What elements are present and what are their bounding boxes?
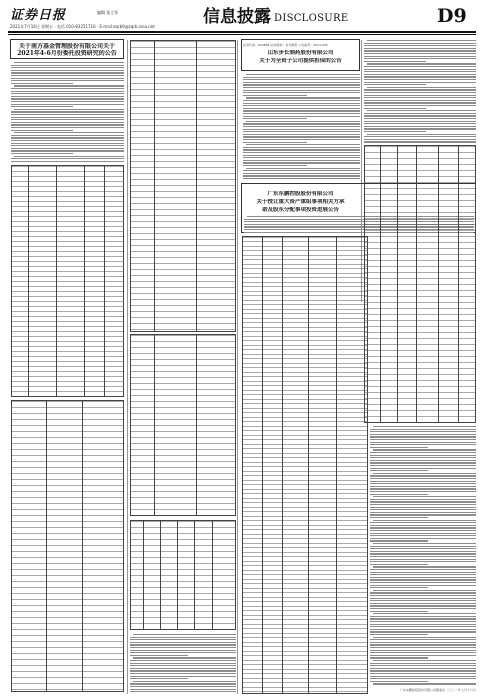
text-line <box>367 63 476 64</box>
table-column-rule <box>177 520 178 630</box>
text-line <box>370 548 476 549</box>
text-line <box>14 109 124 110</box>
text-line <box>14 62 124 63</box>
text-line <box>370 494 428 495</box>
text-line <box>243 147 360 148</box>
text-line <box>133 657 236 658</box>
text-line <box>243 84 360 85</box>
text-line <box>243 100 360 101</box>
text-line <box>11 114 124 115</box>
text-line <box>246 121 360 122</box>
table-column-rule <box>336 236 337 694</box>
article-headline: 2021年4-6月份委托投资研究的公告 <box>17 50 117 57</box>
table-column-rule <box>194 520 195 630</box>
text-line <box>370 553 476 554</box>
text-line <box>243 139 360 140</box>
text-line <box>373 473 476 474</box>
text-line <box>373 449 476 450</box>
text-line <box>11 80 124 81</box>
text-line <box>370 595 476 596</box>
text-line <box>364 141 476 142</box>
text-line <box>11 93 124 94</box>
text-line <box>243 92 360 93</box>
text-line <box>364 50 476 51</box>
text-line <box>11 153 73 154</box>
text-line <box>243 178 360 179</box>
text-line <box>243 175 360 176</box>
text-line <box>370 431 476 432</box>
table-column-rule <box>84 165 85 397</box>
section-title: 信息披露 <box>203 7 271 27</box>
text-line <box>11 130 73 131</box>
text-line <box>243 165 307 166</box>
text-line <box>370 540 428 541</box>
text-line <box>364 43 476 44</box>
text-line <box>243 162 360 163</box>
text-line <box>14 156 124 157</box>
text-line <box>370 621 476 622</box>
text-line <box>11 122 124 123</box>
text-line <box>11 65 124 66</box>
text-line <box>373 590 476 591</box>
text-line <box>373 637 476 638</box>
text-line <box>11 158 124 159</box>
text-line <box>243 123 360 124</box>
text-line <box>370 657 428 658</box>
text-line <box>130 691 236 692</box>
header-rule <box>8 31 476 33</box>
dateline: 2021年7月16日 星期五 · 电话 010-83251716 · E-mail:zqrb9@zqrb.sina.net <box>10 24 155 29</box>
text-line <box>11 135 124 136</box>
text-line <box>364 128 476 129</box>
text-line <box>370 457 476 458</box>
data-table <box>364 145 476 423</box>
text-line <box>370 629 476 630</box>
text-line <box>370 491 476 492</box>
table-column-rule <box>82 400 83 692</box>
table-column-rule <box>416 145 417 423</box>
text-line <box>370 436 476 437</box>
text-line <box>373 496 476 497</box>
text-line <box>370 585 476 586</box>
masthead-logo: 证券日报 <box>10 8 67 23</box>
table-column-rule <box>380 145 381 423</box>
text-line <box>130 676 236 677</box>
text-line <box>130 670 236 671</box>
text-line <box>364 95 476 96</box>
text-line <box>243 82 360 83</box>
text-line <box>370 481 476 482</box>
section-subtitle: DISCLOSURE <box>274 13 349 24</box>
text-line <box>370 663 476 664</box>
table-column-rule <box>28 165 29 397</box>
text-line <box>370 670 476 671</box>
text-line <box>11 127 124 128</box>
text-line <box>370 678 476 679</box>
text-line <box>370 587 428 588</box>
text-line <box>370 668 476 669</box>
text-line <box>243 113 360 114</box>
text-line <box>130 686 236 687</box>
text-line <box>364 76 476 77</box>
article-headline: 诺及股东分配事项投资进展公告 <box>261 207 339 213</box>
text-line <box>11 111 124 112</box>
text-line <box>370 556 476 557</box>
signature-line: 广东东鹏控股股份有限公司董事会 二〇二一年七月十六日 <box>400 688 476 692</box>
text-line <box>364 66 476 67</box>
text-line <box>130 642 236 643</box>
text-line <box>367 87 476 88</box>
text-line <box>364 79 476 80</box>
column-divider <box>237 40 238 694</box>
text-line <box>370 634 428 635</box>
text-line <box>370 468 476 469</box>
text-line <box>370 478 476 479</box>
text-line <box>364 131 426 132</box>
text-line <box>130 637 236 638</box>
text-line <box>370 455 476 456</box>
text-line <box>370 501 476 502</box>
text-line <box>11 72 124 73</box>
text-line <box>243 108 360 109</box>
text-line <box>243 110 360 111</box>
text-line <box>370 462 476 463</box>
text-line <box>11 104 124 105</box>
text-line <box>370 483 476 484</box>
text-line <box>130 639 236 640</box>
data-table <box>242 236 368 694</box>
text-line <box>11 67 124 68</box>
text-line <box>370 460 476 461</box>
text-line <box>370 452 476 453</box>
article-headline: 关于南方基金管理股份有限公司关于 <box>18 43 115 50</box>
table-column-rule <box>154 40 155 332</box>
text-line <box>133 681 236 682</box>
text-line <box>370 642 476 643</box>
text-line <box>370 470 428 471</box>
text-line <box>370 559 476 560</box>
table-column-rule <box>104 165 105 397</box>
article-headline: 广东东鹏控股股份有限公司 <box>267 191 334 197</box>
text-line <box>370 600 476 601</box>
text-line <box>370 569 476 570</box>
text-line <box>370 509 476 510</box>
text-line <box>364 92 476 93</box>
text-line <box>364 89 476 90</box>
table-column-rule <box>282 236 283 694</box>
text-line <box>11 98 124 99</box>
text-line <box>370 465 476 466</box>
text-line <box>370 574 476 575</box>
text-line <box>370 504 476 505</box>
text-line <box>130 678 188 679</box>
text-line <box>373 660 476 661</box>
text-line <box>243 126 360 127</box>
text-line <box>14 85 124 86</box>
table-column-rule <box>262 236 263 694</box>
text-line <box>373 426 476 427</box>
editor-credit: 编辑 张立军 <box>97 10 119 15</box>
text-line <box>130 652 236 653</box>
text-line <box>370 535 476 536</box>
text-line <box>130 650 236 651</box>
text-line <box>364 58 476 59</box>
article-headline: 关于授让重大资产重组事项相关方承 <box>256 199 345 205</box>
text-line <box>370 517 428 518</box>
text-line <box>370 676 476 677</box>
text-line <box>243 170 360 171</box>
text-line <box>243 136 360 137</box>
text-line <box>364 102 476 103</box>
column-divider <box>127 40 128 694</box>
text-line <box>370 665 476 666</box>
text-line <box>11 140 124 141</box>
text-line <box>370 429 476 430</box>
text-line <box>130 647 236 648</box>
article-headline: 山东步长制药股份有限公司 <box>267 50 334 56</box>
text-line <box>364 56 476 57</box>
announcement-code: 证券代码：603858 证券简称：步长制药 公告编号：2021-095 <box>243 43 328 47</box>
text-line <box>11 148 124 149</box>
text-line <box>370 499 476 500</box>
text-line <box>364 45 476 46</box>
text-line <box>243 95 307 96</box>
text-line <box>11 145 124 146</box>
text-line <box>370 592 476 593</box>
text-line <box>364 74 476 75</box>
text-line <box>370 475 476 476</box>
text-line <box>370 579 476 580</box>
text-line <box>364 126 476 127</box>
text-line <box>11 91 124 92</box>
text-line <box>370 538 476 539</box>
text-line <box>373 683 476 684</box>
text-line <box>130 689 236 690</box>
text-line <box>370 618 476 619</box>
table-column-rule <box>196 40 197 332</box>
text-line <box>364 113 476 114</box>
text-line <box>370 603 476 604</box>
text-line <box>370 652 476 653</box>
text-line <box>243 90 360 91</box>
text-line <box>373 543 476 544</box>
table-column-rule <box>160 520 161 630</box>
text-line <box>373 566 476 567</box>
text-line <box>370 533 476 534</box>
data-table <box>11 400 124 692</box>
text-line <box>11 70 124 71</box>
text-line <box>243 160 360 161</box>
text-line <box>11 137 124 138</box>
text-line <box>130 673 236 674</box>
text-line <box>370 530 476 531</box>
text-line <box>243 142 307 143</box>
text-line <box>14 132 124 133</box>
text-line <box>364 71 476 72</box>
text-line <box>364 53 476 54</box>
table-column-rule <box>196 334 197 516</box>
text-line <box>11 117 124 118</box>
text-line <box>364 121 476 122</box>
text-line <box>370 444 476 445</box>
text-line <box>364 118 476 119</box>
text-line <box>370 647 476 648</box>
text-line <box>130 665 236 666</box>
text-line <box>246 97 360 98</box>
data-table <box>130 334 236 516</box>
header-rule-thin <box>8 34 476 35</box>
text-line <box>370 522 476 523</box>
text-line <box>243 155 360 156</box>
text-line <box>11 161 124 162</box>
text-line <box>130 668 236 669</box>
table-column-rule <box>438 145 439 423</box>
text-line <box>243 77 360 78</box>
text-line <box>364 139 476 140</box>
text-line <box>370 434 476 435</box>
text-line <box>370 488 476 489</box>
text-line <box>370 525 476 526</box>
text-line <box>243 118 307 119</box>
text-line <box>243 157 360 158</box>
page-number: D9 <box>437 5 467 27</box>
text-line <box>370 624 476 625</box>
text-line <box>246 74 360 75</box>
text-line <box>11 88 124 89</box>
text-line <box>11 150 124 151</box>
text-line <box>364 136 476 137</box>
text-line <box>364 97 476 98</box>
text-line <box>370 608 476 609</box>
text-line <box>370 572 476 573</box>
table-column-rule <box>212 520 213 630</box>
text-line <box>364 82 476 83</box>
text-line <box>364 84 426 85</box>
text-line <box>370 626 476 627</box>
text-line <box>364 108 426 109</box>
text-line <box>370 655 476 656</box>
text-line <box>243 87 360 88</box>
text-line <box>11 119 124 120</box>
text-line <box>367 134 476 135</box>
text-line <box>243 79 360 80</box>
text-line <box>11 124 124 125</box>
text-line <box>370 442 476 443</box>
text-line <box>11 96 124 97</box>
text-line <box>130 655 188 656</box>
text-line <box>364 100 476 101</box>
text-line <box>367 40 476 41</box>
text-line <box>364 123 476 124</box>
text-line <box>11 78 124 79</box>
text-line <box>130 660 236 661</box>
text-line <box>370 611 428 612</box>
text-line <box>373 520 476 521</box>
text-line <box>243 129 360 130</box>
text-line <box>243 173 360 174</box>
text-line <box>370 512 476 513</box>
text-line <box>246 168 360 169</box>
text-line <box>246 144 360 145</box>
text-line <box>130 644 236 645</box>
text-line <box>243 149 360 150</box>
table-column-rule <box>458 145 459 423</box>
text-line <box>370 486 476 487</box>
text-line <box>370 447 428 448</box>
table-column-rule <box>397 145 398 423</box>
text-line <box>370 439 476 440</box>
text-line <box>370 598 476 599</box>
text-line <box>370 681 428 682</box>
data-table <box>130 520 236 630</box>
text-line <box>11 106 73 107</box>
text-line <box>370 631 476 632</box>
table-column-rule <box>308 236 309 694</box>
text-line <box>367 110 476 111</box>
text-line <box>243 131 360 132</box>
text-line <box>243 134 360 135</box>
table-column-rule <box>143 520 144 630</box>
text-line <box>370 546 476 547</box>
text-line <box>243 103 360 104</box>
text-line <box>370 577 476 578</box>
text-line <box>370 616 476 617</box>
text-line <box>370 639 476 640</box>
text-line <box>243 105 360 106</box>
text-line <box>370 650 476 651</box>
text-line <box>364 48 476 49</box>
text-line <box>370 564 428 565</box>
text-line <box>370 673 476 674</box>
text-line <box>370 582 476 583</box>
table-column-rule <box>46 400 47 692</box>
text-line <box>243 152 360 153</box>
text-line <box>130 683 236 684</box>
text-line <box>364 61 426 62</box>
table-column-rule <box>56 165 57 397</box>
text-line <box>364 69 476 70</box>
text-line <box>370 605 476 606</box>
text-line <box>370 561 476 562</box>
text-line <box>11 143 124 144</box>
data-table <box>130 40 236 332</box>
text-line <box>364 105 476 106</box>
text-line <box>243 116 360 117</box>
text-line <box>11 75 124 76</box>
text-line <box>370 527 476 528</box>
text-line <box>373 613 476 614</box>
text-line <box>11 101 124 102</box>
text-line <box>133 634 236 635</box>
text-line <box>364 115 476 116</box>
text-line <box>370 507 476 508</box>
text-line <box>130 663 236 664</box>
text-line <box>370 644 476 645</box>
text-line <box>370 514 476 515</box>
article-headline: 关于为全资子公司提供担保的公告 <box>259 58 342 64</box>
text-line <box>370 551 476 552</box>
table-column-rule <box>154 334 155 516</box>
text-line <box>11 83 73 84</box>
